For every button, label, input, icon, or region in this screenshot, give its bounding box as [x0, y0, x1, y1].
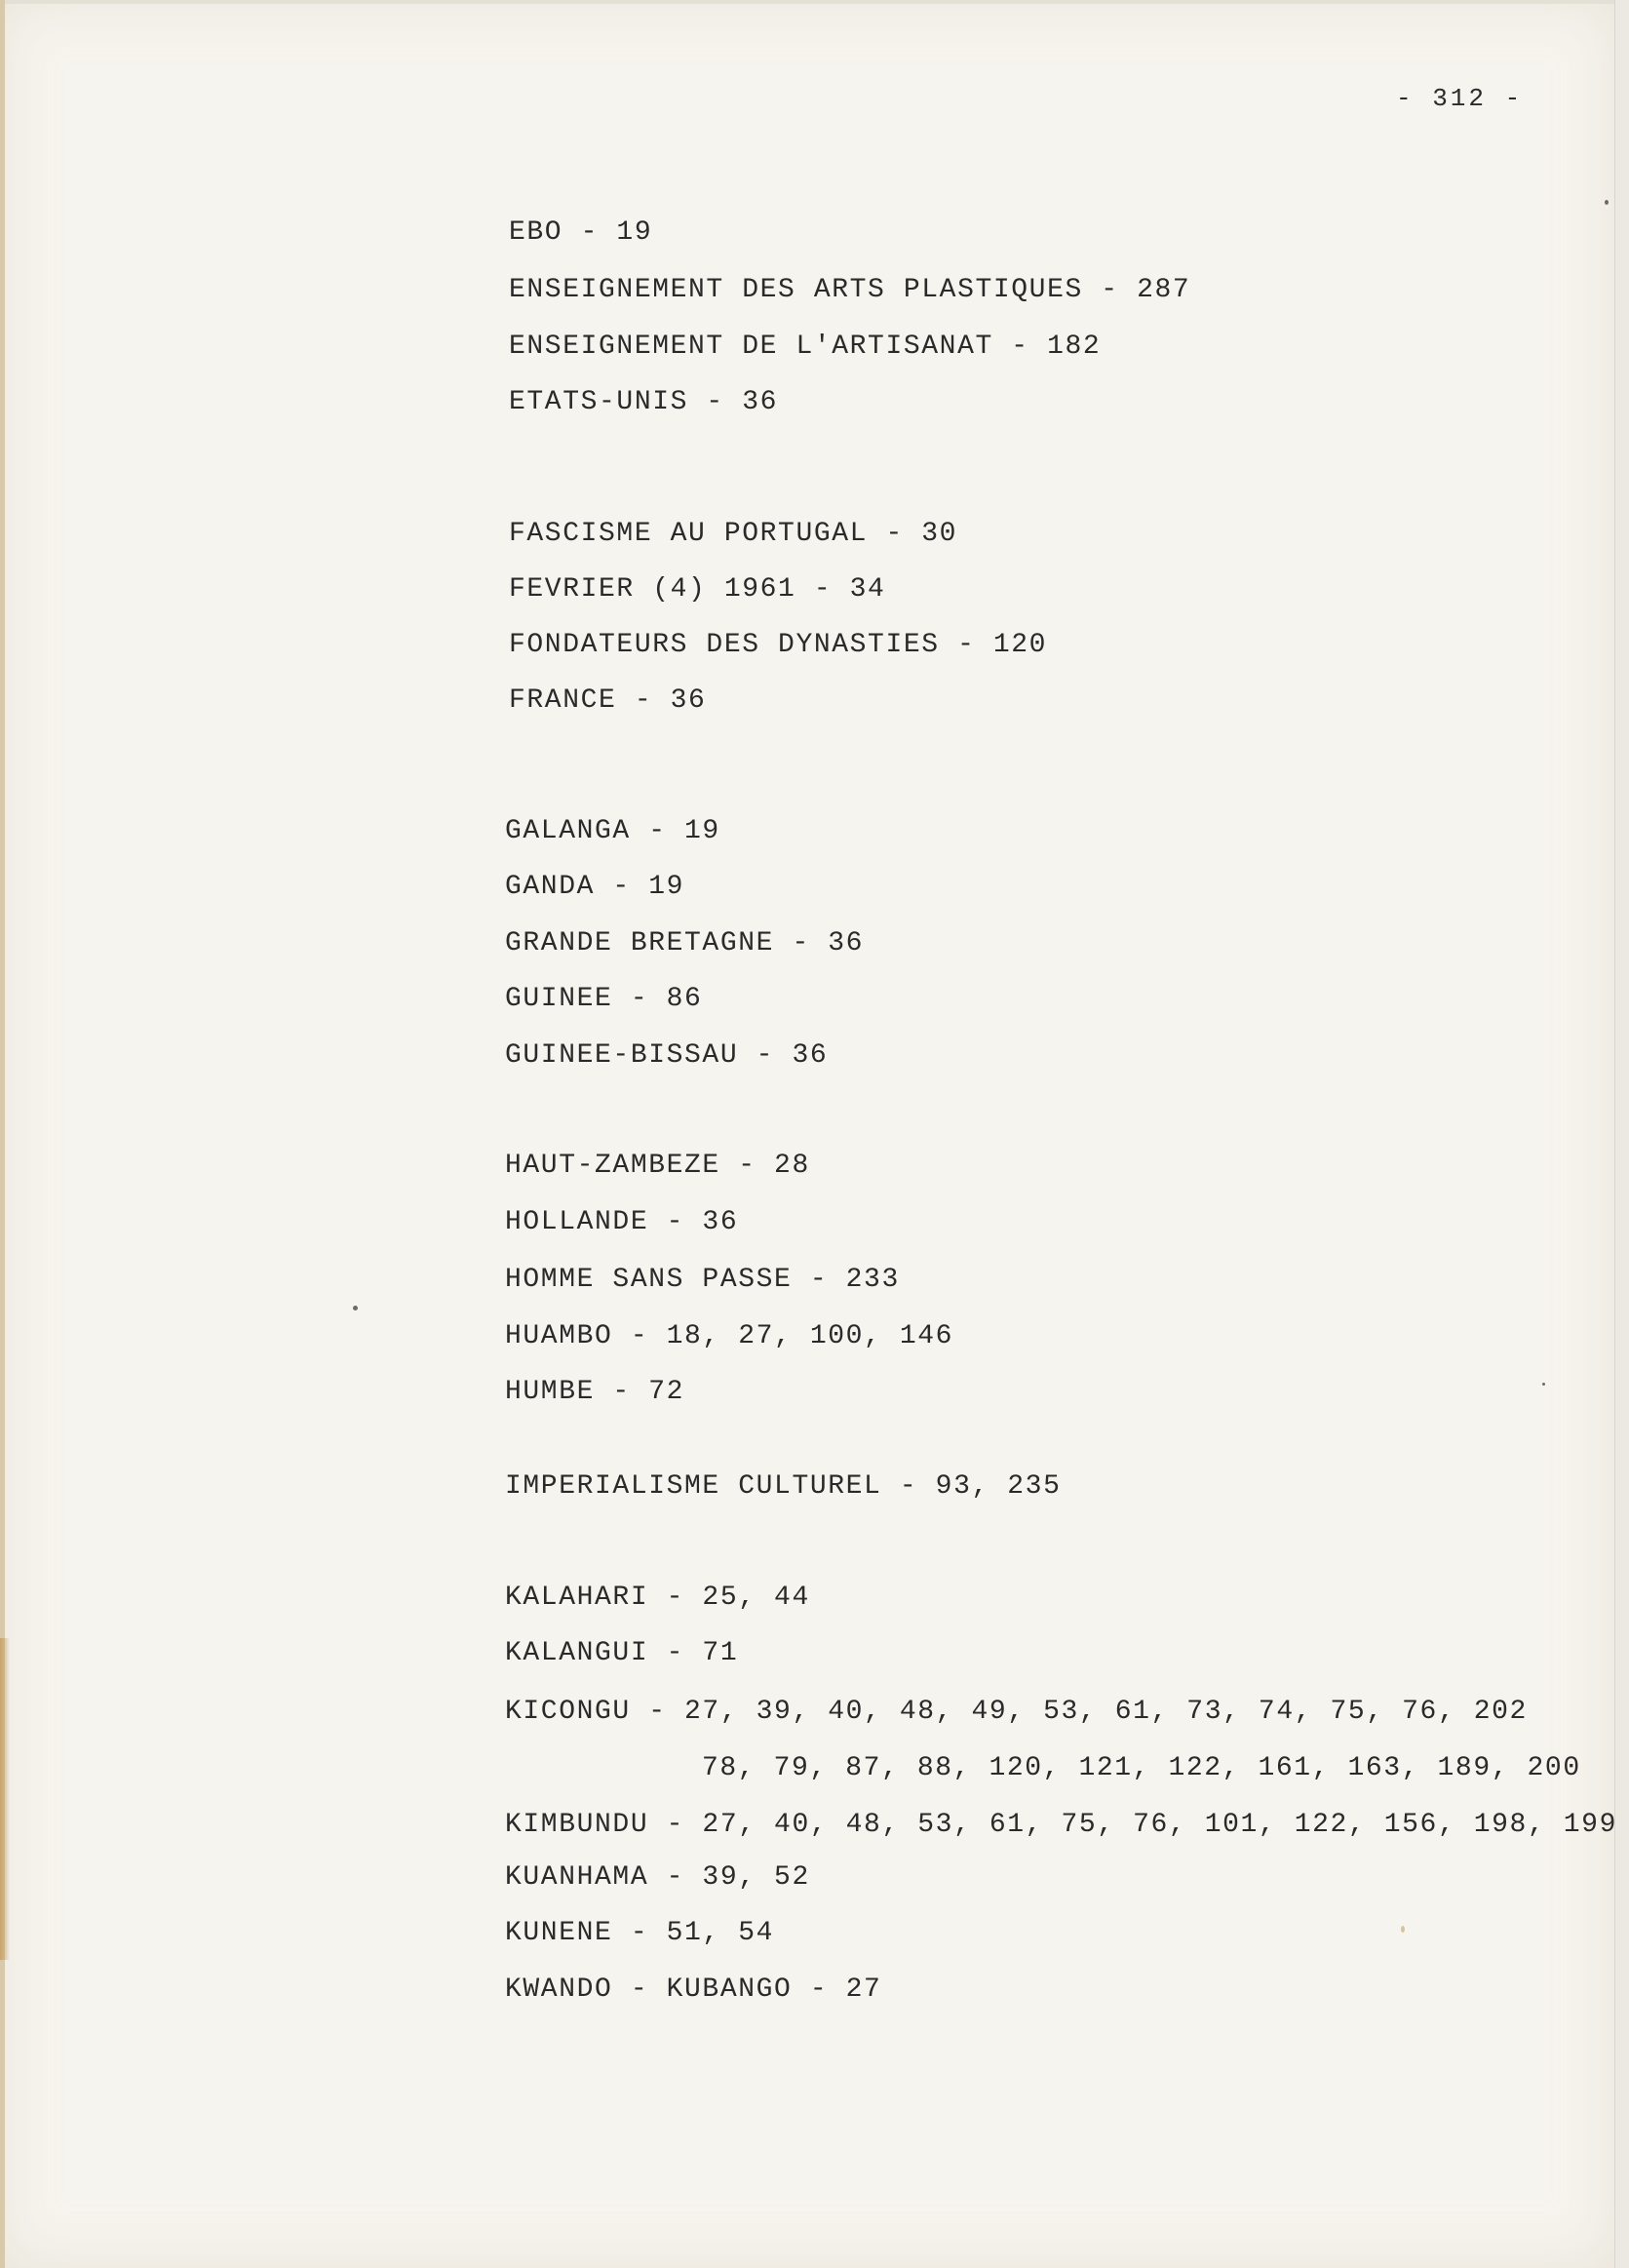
index-entry: KALANGUI - 71 [505, 1638, 739, 1668]
index-entry: GUINEE-BISSAU - 36 [505, 1040, 829, 1071]
index-entry: KUNENE - 51, 54 [505, 1918, 775, 1948]
index-entry: HOMME SANS PASSE - 233 [505, 1265, 900, 1295]
index-entry: GUINEE - 86 [505, 984, 703, 1014]
paper-speck [1542, 1383, 1545, 1386]
index-entry: KIMBUNDU - 27, 40, 48, 53, 61, 75, 76, 101, 122, 156, 198, 199 [505, 1810, 1617, 1840]
page-number: - 312 - [1396, 84, 1524, 113]
index-entry: GRANDE BRETAGNE - 36 [505, 928, 865, 958]
paper-speck [353, 1306, 358, 1310]
index-entry: ENSEIGNEMENT DES ARTS PLASTIQUES - 287 [509, 275, 1191, 305]
index-entry: KALAHARI - 25, 44 [505, 1583, 810, 1613]
index-entry: ETATS-UNIS - 36 [509, 387, 779, 417]
index-entry: FASCISME AU PORTUGAL - 30 [509, 519, 958, 549]
index-entry: ENSEIGNEMENT DE L'ARTISANAT - 182 [509, 332, 1102, 362]
index-entry: GALANGA - 19 [505, 816, 720, 846]
index-entry: FONDATEURS DES DYNASTIES - 120 [509, 630, 1048, 660]
index-entry: KUANHAMA - 39, 52 [505, 1862, 810, 1893]
index-entry: HUMBE - 72 [505, 1377, 685, 1407]
index-entry: FEVRIER (4) 1961 - 34 [509, 574, 886, 605]
index-entry: KWANDO - KUBANGO - 27 [505, 1975, 882, 2005]
index-entry: FRANCE - 36 [509, 685, 707, 716]
index-entry: KICONGU - 27, 39, 40, 48, 49, 53, 61, 73, 74, 75, 76, 202 [505, 1697, 1528, 1727]
index-entry: HOLLANDE - 36 [505, 1207, 739, 1237]
index-entry-continuation: 78, 79, 87, 88, 120, 121, 122, 161, 163, 189, 200 [702, 1753, 1581, 1783]
index-entry: IMPERIALISME CULTUREL - 93, 235 [505, 1471, 1062, 1502]
paper-speck [1401, 1926, 1405, 1933]
index-entry: EBO - 19 [509, 217, 653, 248]
index-entry: HUAMBO - 18, 27, 100, 146 [505, 1321, 954, 1351]
index-entry: GANDA - 19 [505, 872, 685, 902]
index-entry: HAUT-ZAMBEZE - 28 [505, 1151, 810, 1181]
paper-speck [1605, 200, 1609, 205]
